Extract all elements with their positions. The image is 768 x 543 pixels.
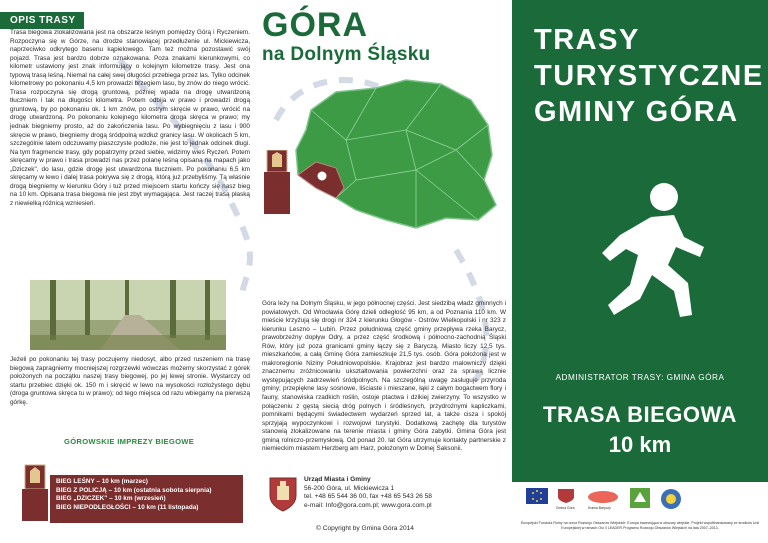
office-address: 56-200 Góra, ul. Mickiewicza 1 bbox=[304, 484, 395, 492]
kraina-baryczy-logo-icon bbox=[586, 488, 620, 504]
panel-cover bbox=[512, 0, 768, 543]
event-item: BIEG LEŚNY – 10 km (marzec) bbox=[56, 478, 148, 485]
office-phone: tel. +48 65 544 36 00, fax +48 65 543 26 58 bbox=[304, 493, 432, 501]
section-tag: OPIS TRASY bbox=[0, 12, 84, 29]
route-length: 10 km bbox=[608, 432, 672, 457]
gora-coat-of-arms-icon bbox=[268, 476, 298, 512]
panel-gora-info bbox=[256, 0, 512, 543]
gora-crest-icon bbox=[264, 150, 290, 214]
events-list bbox=[50, 475, 243, 523]
cover-title-line: GMINY GÓRA bbox=[534, 96, 739, 128]
event-item: BIEG „DZICZEK" – 10 km (wrzesień) bbox=[56, 495, 166, 503]
logo-caption: Kraina Baryczy bbox=[588, 506, 611, 510]
event-item: BIEG Z POLICJĄ – 10 km (ostatnia sobota sierpnia) bbox=[56, 486, 212, 494]
leader-logo-icon bbox=[630, 488, 650, 508]
logo-caption: Gmina Góra bbox=[556, 506, 575, 510]
copyright: © Copyright by Gmina Góra 2014 bbox=[316, 525, 414, 532]
runner-icon bbox=[556, 175, 726, 355]
forest-path-photo bbox=[30, 280, 226, 350]
page-subtitle: na Dolnym Śląsku bbox=[262, 44, 431, 65]
office-email: e-mail: Info@gora.com.pl; www.gora.com.pl bbox=[304, 501, 432, 509]
warmup-text: Jeżeli po pokonaniu tej trasy poczujemy niedosyt, albo przed ruszeniem na trasę biegową zapragniemy mocniejszej rozgrzewki wówczas możemy skorzystać z górek położonych na początku naszej trasy biegowej, po jej lewej stronie. Wystarczy od startu przebiec dzięki ok. 150 m i skręcić w lewo na wysokości rozłożystego dębu (droga gruntowa skręca tu w prawo); od tego miejsca od razu wbiegamy na pierwszą górkę. bbox=[10, 356, 250, 406]
office-name: Urząd Miasta i Gminy bbox=[304, 476, 371, 483]
gmina-gora-logo-icon bbox=[556, 488, 576, 504]
prow-logo-icon bbox=[660, 488, 682, 510]
funding-note: Europejski Fundusz Rolny na rzecz Rozwoju Obszarów Wiejskich: Europa inwestująca w obszary wiejskie. Projekt współfinansowany ze środków Unii Europejskiej w ramach Osi 4 LEADER Programu Rozwoju Obszarów Wiejskich na lata 2007–2013. bbox=[520, 521, 760, 530]
funding-logos bbox=[512, 482, 768, 543]
poland-map bbox=[256, 70, 512, 245]
route-name: TRASA BIEGOWA bbox=[543, 402, 737, 427]
route-administrator: ADMINISTRATOR TRASY: GMINA GÓRA bbox=[555, 373, 725, 382]
panel-route-description bbox=[0, 0, 256, 543]
cover-title bbox=[534, 22, 764, 130]
office-contact bbox=[304, 476, 432, 510]
cover-title-line: TRASY bbox=[534, 24, 640, 56]
page-title: GÓRA bbox=[262, 6, 368, 44]
eu-flag-icon bbox=[526, 488, 548, 504]
event-item: BIEG NIEPODLEGŁOŚCI – 10 km (11 listopada) bbox=[56, 503, 199, 511]
cover-title-line: TURYSTYCZNE bbox=[534, 60, 764, 92]
events-title: GÓROWSKIE IMPREZY BIEGOWE bbox=[64, 437, 195, 446]
about-gora-text: Góra leży na Dolnym Śląsku, w jego północnej części. Jest siedzibą władz gminnych i powiatowych. Od Wrocławia Górę dzieli odległość 95 km, a od Poznania 110 km. W mieście krzyżują się drogi nr 324 z kierunku Głogów - Ostrów Wielkopolski i nr 323 z kierunku Leszno – Lubin. Przez południową część gminy przepływa rzeka Barycz, prawobrzeżny dopływ Odry, a przez część środkową i północno-zachodnią Śląski Rów, który już poza granicami gminy łączy się z Baryczą. Miasto liczy 12,5 tys. mieszkańców, a całą Gminę Góra zamieszkuje 21,5 tys. osób. Góra położona jest w makroregionie Niziny Południowopolskie. Krajobraz jest bardzo malowniczy dzięki znacznemu zróżnicowaniu ukształtowania powierzchni oraz za sprawą licznie występujących zadrzewień śródpolnych. Na szczególną uwagę zasługuje przyroda gminy; przepiękne lasy sosnowe, liściaste i mieszane, łąki z całym bogactwem flory i fauny, stanowiska rzadkich roślin, ostoje ptactwa i dzikiej zwierzyny. To wszystko w połączeniu z gęstą siecią dróg polnych i śródleśnych, przydrożnymi kapliczkami, pomnikami będącymi świadectwem wydarzeń sprzed lat, a także cisza i spokój sprzyjają wypoczynkowi i rozwojowi turystyki. Dodatkową zachętę dla turystów stanowią zlokalizowane na terenie miasta i gminy Góra zabytki. Gmina Góra jest gminą rolniczo-przemysłową. Od ponad 20. lat Góra utrzymuje kontakty partnerskie z niemieckim miastem Herzberg am Harz, położonym w Dolnej Saksonii. bbox=[262, 300, 506, 453]
route-description-text: Trasa biegowa zlokalizowana jest na obszarze leśnym pomiędzy Górą i Ryczeniem. Rozpoczyna się w Górze, na drodze stanowiącej przedłużenie ul. Mickiewicza, naprzeciwko odkrytego basenu kąpielowego. Tam też można pozostawić swój pojazd. Trasa jest bardzo dobrze oznakowana. Poza znakami kierunkowymi, co kilometr ustawiony jest znak informujący o kolejnym kilometrze trasy. Jest ona typową trasą leśną. Niemal na całej swej długości przebiega przez las. Tylko odcinek kilometrowy po pokonaniu 4,5 km prowadzi brzegiem lasu, by znów do niego wrócić. Trasa rozpoczyna się drogą gruntową, później wpada na drogę utwardzoną tłuczniem i tak na długości kilometra. Potem odbija w prawo i prowadzi drogą gruntową, by po pokonaniu ok. 1 km znów, po ostrym skręcie w prawo, wrócić na drogę utwardzoną. Po pokonaniu kolejnego kilometra droga skręca w prawo; my jednak biegniemy prosto, aż do zakończenia lasu. Po wybiegnięciu z lasu i 900 skręcie w prawo, biegniemy drogą śródpolną wzdłuż granicy lasu. W okolicach 5 km, szczególnie latem odczuwamy piaszczyste podłoże, nie jest to jednak odcinek długi. Na tym fragmencie trasy, gdy popatrzymy przed siebie, widzimy wieś Ryczeń. Potem skręcamy w prawo i trasa prowadzi nas przez polanę leśną opisaną na mapach jako „Dziczek", do lasu, gdzie drogę jest utwardzona tłuczniem. Po pokonaniu 6,5 km skręcamy w lewo i dalej trasa pokrywa się z drogą, którą już przebyliśmy. Tą właśnie drogą biegniemy w kierunku Góry i tuż przed miejscem startu kończy się nasz bieg na 10 km. Opisana trasa biegowa nie jest zbyt wymagająca. Jest raczej trasą płaską z niewielką różnicą wzniesień. bbox=[10, 29, 250, 207]
gora-crest-icon bbox=[22, 457, 48, 521]
